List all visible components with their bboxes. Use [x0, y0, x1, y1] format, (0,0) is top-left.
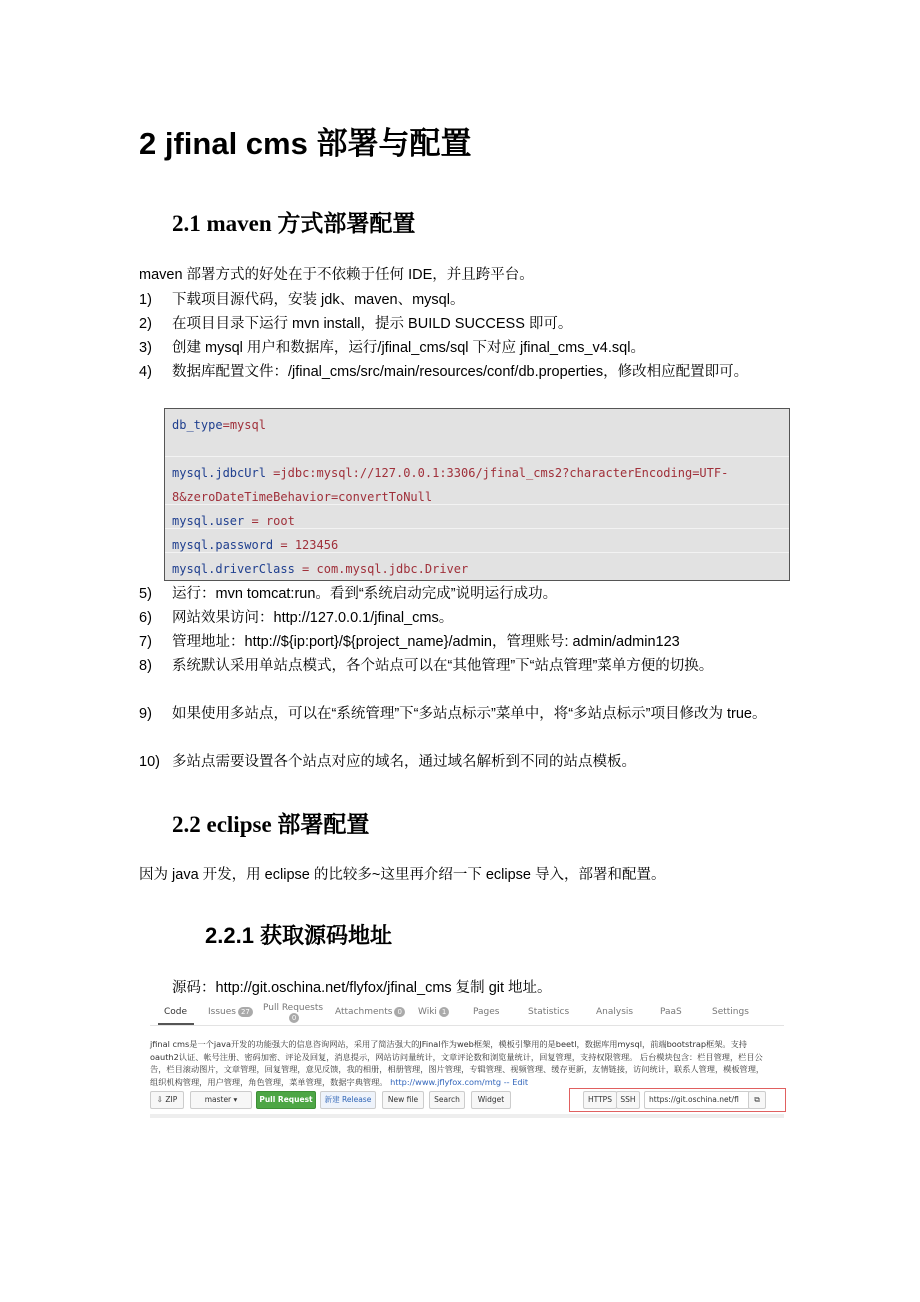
- branch-select[interactable]: master ▾: [190, 1091, 252, 1109]
- new-file-button[interactable]: New file: [382, 1091, 424, 1109]
- screenshot-footer-bar: [150, 1114, 784, 1118]
- tab-analysis[interactable]: Analysis: [596, 1007, 634, 1017]
- list-item: 创建 mysql 用户和数据库，运行/jfinal_cms/sql 下对应 jfinal_cms_v4.sql。: [172, 340, 645, 356]
- tab-issues[interactable]: Issues 27: [208, 1007, 253, 1017]
- clone-url-input[interactable]: https://git.oschina.net/fl: [644, 1091, 750, 1109]
- pull-request-button[interactable]: Pull Request: [256, 1091, 316, 1109]
- attachments-count-badge: 0: [394, 1007, 404, 1017]
- list-number: 8): [139, 658, 152, 674]
- list-item: 运行：mvn tomcat:run。看到“系统启动完成”说明运行成功。: [172, 586, 558, 602]
- active-tab-indicator: [158, 1023, 194, 1025]
- widget-button[interactable]: Widget: [471, 1091, 511, 1109]
- list-item: 数据库配置文件：/jfinal_cms/src/main/resources/conf/db.properties，修改相应配置即可。: [172, 364, 749, 380]
- tab-paas[interactable]: PaaS: [660, 1007, 682, 1017]
- repo-tabs: [150, 1000, 784, 1026]
- tab-code[interactable]: Code: [164, 1007, 188, 1017]
- list-number: 3): [139, 340, 152, 356]
- code-line-driver: mysql.driverClass = com.mysql.jdbc.Driver: [172, 562, 469, 576]
- issues-count-badge: 27: [238, 1007, 253, 1017]
- new-release-button[interactable]: 新建 Release: [320, 1091, 376, 1109]
- section-title-maven: 2.1 maven 方式部署配置: [172, 211, 416, 236]
- list-number: 9): [139, 706, 152, 722]
- tab-settings[interactable]: Settings: [712, 1007, 749, 1017]
- page-heading: 2 jfinal cms 部署与配置: [139, 126, 472, 161]
- search-button[interactable]: Search: [429, 1091, 465, 1109]
- code-line-jdbc-url: mysql.jdbcUrl =jdbc:mysql://127.0.0.1:3306/jfinal_cms2?characterEncoding=UTF-: [172, 466, 729, 480]
- list-number: 2): [139, 316, 152, 332]
- list-item: 下载项目源代码，安装 jdk、maven、mysql。: [172, 292, 465, 308]
- repo-description: jfinal cms是一个java开发的功能强大的信息咨询网站，采用了简洁强大的JFinal作为web框架，模板引擎用的是beetl，数据库用mysql，前端bootstrap框架。支持oauth2认证、帐号注册、密码加密、评论及回复，消息提示，网站访问量统计，文章评论数和浏览量统计，回复管理，支持权限管理。 后台模块包含：栏目管理，栏目公告，栏目滚动图片，文章管理，回复管理，意见反馈，我的相册，相册管理，图片管理，专辑管理、视频管理、缓存更新，友情链接，访问统计，联系人管理，模板管理，组织机构管理，用户管理，角色管理，菜单管理，数据字典管理。 http://www.jflyfox.com/mtg -- Edit: [150, 1039, 765, 1087]
- ssh-toggle[interactable]: SSH: [616, 1091, 640, 1109]
- section-title-eclipse: 2.2 eclipse 部署配置: [172, 812, 370, 837]
- tab-attachments[interactable]: Attachments 0: [335, 1007, 405, 1017]
- code-line-password: mysql.password = 123456: [172, 538, 339, 552]
- list-number: 7): [139, 634, 152, 650]
- list-item: 在项目目录下运行 mvn install，提示 BUILD SUCCESS 即可。: [172, 316, 573, 332]
- tab-pages[interactable]: Pages: [473, 1007, 500, 1017]
- list-number: 1): [139, 292, 152, 308]
- list-item: 系统默认采用单站点模式，各个站点可以在“其他管理”下“站点管理”菜单方便的切换。: [172, 658, 714, 674]
- tab-pull-requests[interactable]: Pull Requests 0: [263, 1003, 324, 1022]
- subsection-title-source: 2.2.1 获取源码地址: [205, 923, 393, 948]
- code-line-db-type: db_type=mysql: [172, 418, 266, 432]
- chevron-down-icon: ▾: [233, 1095, 238, 1104]
- https-toggle[interactable]: HTTPS: [583, 1091, 617, 1109]
- edit-description-link[interactable]: -- Edit: [503, 1076, 529, 1087]
- list-item: 多站点需要设置各个站点对应的域名，通过域名解析到不同的站点模板。: [172, 754, 636, 770]
- copy-icon: ⧉: [754, 1095, 760, 1104]
- list-item: 管理地址：http://${ip:port}/${project_name}/admin，管理账号: admin/admin123: [172, 634, 680, 650]
- list-item: 网站效果访问：http://127.0.0.1/jfinal_cms。: [172, 610, 454, 626]
- eclipse-intro: 因为 java 开发，用 eclipse 的比较多~这里再介绍一下 eclipse 导入，部署和配置。: [139, 867, 666, 883]
- source-line: 源码：http://git.oschina.net/flyfox/jfinal_cms 复制 git 地址。: [172, 980, 552, 996]
- code-line-jdbc-url-cont: 8&zeroDateTimeBehavior=convertToNull: [172, 490, 433, 504]
- homepage-link[interactable]: http://www.jflyfox.com/mtg: [390, 1076, 502, 1087]
- list-item: 如果使用多站点，可以在“系统管理”下“多站点标示”菜单中，将“多站点标示”项目修改为 true。: [172, 706, 767, 722]
- pr-count-badge: 0: [289, 1013, 299, 1023]
- code-line-user: mysql.user = root: [172, 514, 295, 528]
- tab-statistics[interactable]: Statistics: [528, 1007, 570, 1017]
- tab-wiki[interactable]: Wiki 1: [418, 1007, 449, 1017]
- repo-screenshot: [150, 1000, 784, 1118]
- wiki-count-badge: 1: [439, 1007, 449, 1017]
- download-icon: ⇩: [156, 1095, 164, 1104]
- list-number: 4): [139, 364, 152, 380]
- list-number: 10): [139, 754, 160, 770]
- maven-intro: maven 部署方式的好处在于不依赖于任何 IDE，并且跨平台。: [139, 267, 534, 283]
- code-block: [164, 408, 790, 581]
- copy-url-button[interactable]: [748, 1091, 766, 1109]
- list-number: 5): [139, 586, 152, 602]
- zip-download-button[interactable]: ⇩ ZIP: [150, 1091, 184, 1109]
- list-number: 6): [139, 610, 152, 626]
